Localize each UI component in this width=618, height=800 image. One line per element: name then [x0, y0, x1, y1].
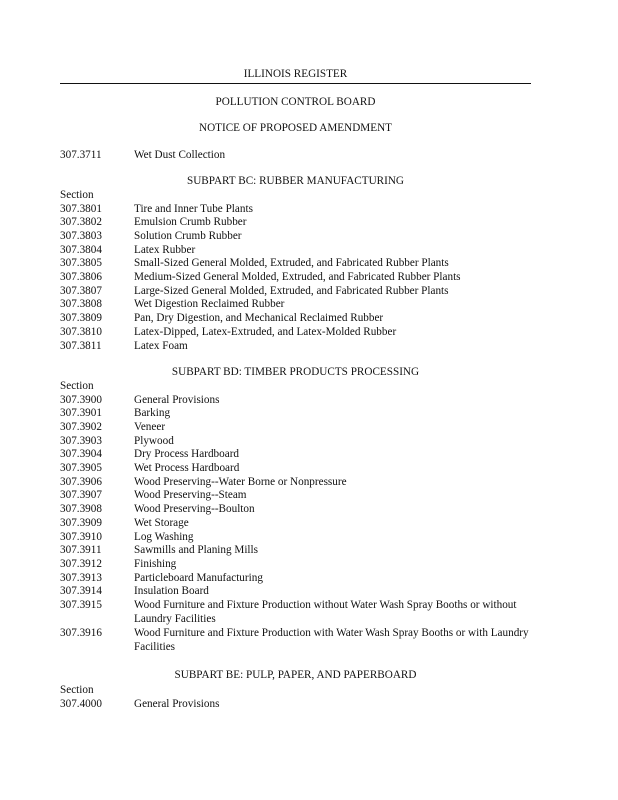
section-entry	[60, 326, 531, 340]
section-number: 307.3911	[60, 544, 102, 556]
subpart-heading: SUBPART BC: RUBBER MANUFACTURING	[186, 175, 405, 187]
section-title: General Provisions	[134, 394, 220, 406]
section-number: 307.3802	[60, 216, 102, 228]
section-number: 307.3908	[60, 503, 102, 515]
section-number: 307.3900	[60, 394, 102, 406]
section-number: 307.3711	[60, 149, 102, 161]
section-title: Plywood	[134, 435, 174, 447]
section-title: Wood Preserving--Steam	[134, 489, 247, 501]
section-entry	[60, 698, 531, 712]
section-number: 307.3801	[60, 203, 102, 215]
subpart-heading: SUBPART BE: PULP, PAPER, AND PAPERBOARD	[174, 669, 417, 681]
section-title: Solution Crumb Rubber	[134, 230, 242, 242]
section-entry	[60, 462, 531, 476]
section-title: Barking	[134, 407, 171, 419]
section-entry	[60, 572, 531, 586]
section-entry	[60, 599, 531, 626]
board-title: POLLUTION CONTROL BOARD	[215, 96, 376, 108]
section-number: 307.3914	[60, 585, 102, 597]
section-title: Latex Rubber	[134, 244, 196, 256]
section-title: Wood Furniture and Fixture Production without Water Wash Spray Booths or without Laundry Facilities	[134, 599, 517, 625]
section-number: 307.3809	[60, 312, 102, 324]
section-entry	[60, 340, 531, 354]
section-entry	[60, 503, 531, 517]
header-rule	[60, 83, 531, 84]
section-number: 307.3902	[60, 421, 102, 433]
section-entry	[60, 244, 531, 258]
section-number: 307.3904	[60, 448, 102, 460]
section-entry	[60, 558, 531, 572]
section-title: Emulsion Crumb Rubber	[134, 216, 247, 228]
section-column-label: Section	[60, 684, 94, 696]
section-title: Wet Dust Collection	[134, 149, 226, 161]
section-title: Veneer	[134, 421, 166, 433]
section-entry	[60, 271, 531, 285]
section-title: Log Washing	[134, 531, 194, 543]
section-entry	[60, 531, 531, 545]
section-number: 307.3916	[60, 627, 102, 639]
section-title: Wood Preserving--Water Borne or Nonpressure	[134, 476, 347, 488]
section-number: 307.3912	[60, 558, 102, 570]
register-title: ILLINOIS REGISTER	[243, 68, 348, 80]
section-number: 307.3808	[60, 298, 102, 310]
section-title: Small-Sized General Molded, Extruded, and Fabricated Rubber Plants	[134, 257, 449, 269]
section-title: Wet Process Hardboard	[134, 462, 240, 474]
section-number: 307.3915	[60, 599, 102, 611]
section-title: Large-Sized General Molded, Extruded, and Fabricated Rubber Plants	[134, 285, 449, 297]
section-number: 307.3910	[60, 531, 102, 543]
section-entry	[60, 298, 531, 312]
section-number: 307.3905	[60, 462, 102, 474]
notice-title: NOTICE OF PROPOSED AMENDMENT	[198, 122, 392, 134]
section-entry	[60, 489, 531, 503]
section-number: 307.3913	[60, 572, 102, 584]
section-entry	[60, 230, 531, 244]
section-entry	[60, 448, 531, 462]
section-entry	[60, 394, 531, 408]
section-title: Medium-Sized General Molded, Extruded, and Fabricated Rubber Plants	[134, 271, 461, 283]
section-entry	[60, 421, 531, 435]
section-entry	[60, 407, 531, 421]
section-title: Wood Preserving--Boulton	[134, 503, 255, 515]
section-title: Dry Process Hardboard	[134, 448, 240, 460]
section-column-label: Section	[60, 189, 94, 201]
section-title: Latex Foam	[134, 340, 188, 352]
section-title: Wet Storage	[134, 517, 189, 529]
section-title: Sawmills and Planing Mills	[134, 544, 259, 556]
section-number: 307.3909	[60, 517, 102, 529]
section-number: 307.3811	[60, 340, 102, 352]
section-entry	[60, 312, 531, 326]
section-entry	[60, 216, 531, 230]
section-column-label: Section	[60, 380, 94, 392]
section-entry	[60, 517, 531, 531]
section-entry	[60, 544, 531, 558]
section-title: Tire and Inner Tube Plants	[134, 203, 253, 215]
section-number: 307.3906	[60, 476, 102, 488]
section-entry	[60, 585, 531, 599]
section-entry	[60, 203, 531, 217]
section-title: Wood Furniture and Fixture Production with Water Wash Spray Booths or with Laundry Facilities	[134, 627, 529, 653]
section-title: Insulation Board	[134, 585, 209, 597]
section-title: Pan, Dry Digestion, and Mechanical Reclaimed Rubber	[134, 312, 384, 324]
section-number: 307.3806	[60, 271, 102, 283]
section-number: 307.3803	[60, 230, 102, 242]
section-number: 307.3805	[60, 257, 102, 269]
subpart-heading: SUBPART BD: TIMBER PRODUCTS PROCESSING	[171, 366, 420, 378]
section-entry	[60, 435, 531, 449]
section-entry	[60, 285, 531, 299]
section-title: Wet Digestion Reclaimed Rubber	[134, 298, 285, 310]
section-number: 307.3810	[60, 326, 102, 338]
section-number: 307.3804	[60, 244, 102, 256]
section-number: 307.4000	[60, 698, 102, 710]
section-entry	[60, 627, 531, 654]
section-title: General Provisions	[134, 698, 220, 710]
section-number: 307.3907	[60, 489, 102, 501]
section-entry	[60, 149, 531, 163]
section-entry	[60, 257, 531, 271]
section-entry	[60, 476, 531, 490]
section-title: Latex-Dipped, Latex-Extruded, and Latex-Molded Rubber	[134, 326, 397, 338]
section-title: Particleboard Manufacturing	[134, 572, 263, 584]
section-number: 307.3901	[60, 407, 102, 419]
section-number: 307.3807	[60, 285, 102, 297]
section-number: 307.3903	[60, 435, 102, 447]
section-title: Finishing	[134, 558, 177, 570]
